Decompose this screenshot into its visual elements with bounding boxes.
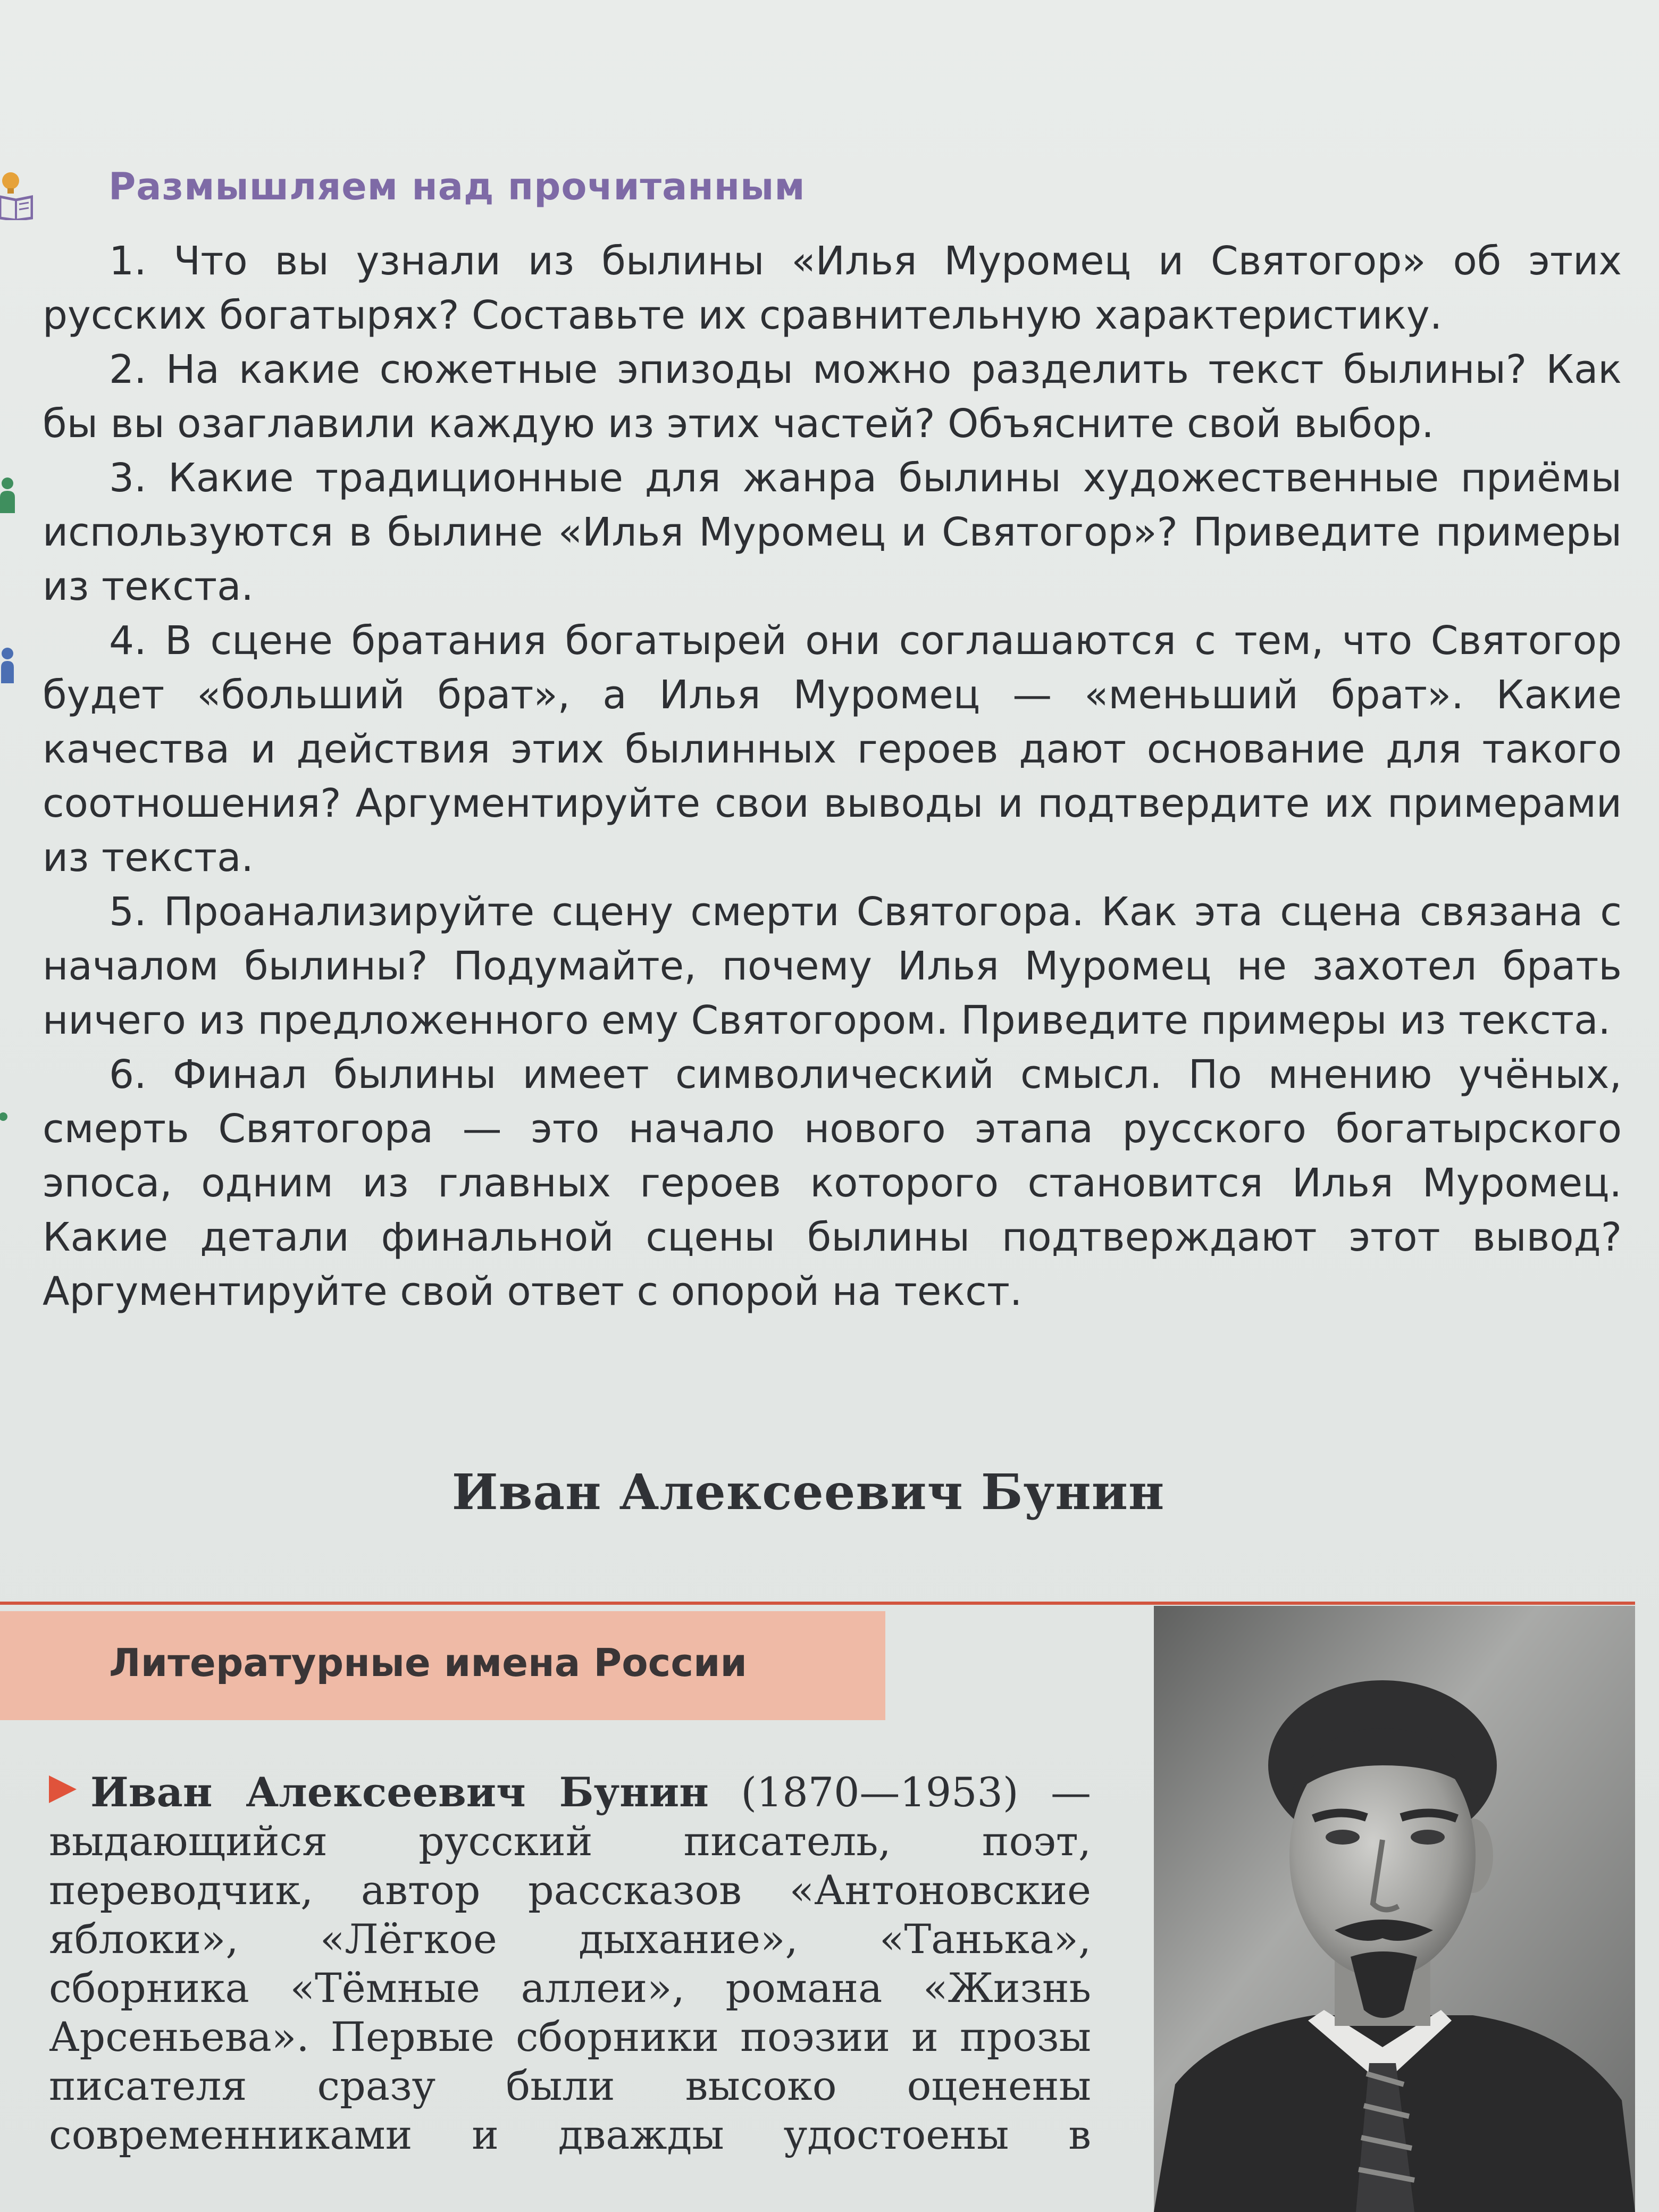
question-item: 5. Проанализируйте сцену смерти Святогора. Как эта сцена связана с началом былины? Подумайте, почему Илья Муромец не захотел брать ничего из предложенного ему Святогором. Приведите примеры из текста. (43, 889, 1622, 1043)
author-heading: Иван Алексеевич Бунин (451, 1463, 1165, 1521)
author-portrait (1154, 1606, 1635, 2212)
question-item: 6. Финал былины имеет символический смысл. По мнению учёных, смерть Святогора — это начало нового этапа русского богатырского эпоса, одним из главных героев которого становится Илья Муромец. Какие детали финальной сцены былины подтверждают этот вывод? Аргументируйте свой ответ с опорой на текст. (43, 1052, 1622, 1314)
question-item: 3. Какие традиционные для жанра былины художественные приёмы используются в былине «Илья Муромец и Святогор»? Приведите примеры из текста. (43, 455, 1622, 609)
person-icon (0, 646, 18, 683)
banner-title: Литературные имена России (109, 1640, 747, 1685)
question-item: 4. В сцене братания богатырей они соглашаются с тем, что Святогор будет «больший брат», а Илья Муромец — «меньший брат». Какие качества и действия этих былинных героев дают основание для такого соотношения? Аргументируйте свои выводы и подтвердите их примерами из текста. (43, 618, 1622, 881)
question-item: 2. На какие сюжетные эпизоды можно разделить текст былины? Как бы вы озаглавили каждую из этих частей? Объясните свой выбор. (43, 347, 1622, 447)
bio-text: выдающийся русский писатель, поэт, переводчик, автор рассказов «Антоновские яблоки», «Лёгкое дыхание», «Танька», сборника «Тёмные аллеи», романа «Жизнь Арсеньева». Первые сборники поэзии и прозы писателя сразу были высоко оценены современниками и дважды удостоены в (49, 1817, 1091, 2158)
author-bio (49, 1768, 1091, 2159)
portrait-image (1154, 1606, 1635, 2212)
bio-dates: (1870—1953) — (708, 1769, 1091, 1816)
marker-icon (0, 1106, 18, 1143)
question-item: 1. Что вы узнали из былины «Илья Муромец и Святогор» об этих русских богатырях? Составьте их сравнительную характеристику. (43, 238, 1622, 338)
questions-list (43, 234, 1622, 1319)
section-title: Размышляем над прочитанным (108, 165, 806, 208)
arrow-icon (49, 1775, 77, 1803)
bio-name: Иван Алексеевич Бунин (90, 1769, 709, 1816)
person-icon (0, 476, 18, 513)
section-divider (0, 1602, 1635, 1605)
open-book-icon (0, 169, 33, 220)
